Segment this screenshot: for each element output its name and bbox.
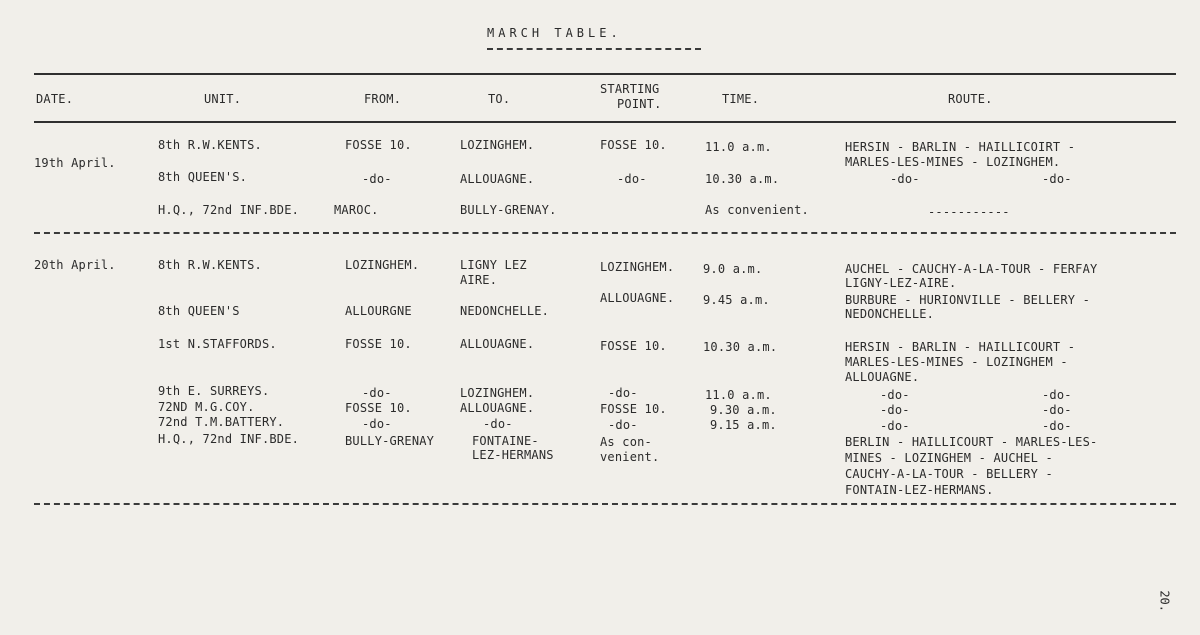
day2-row1-unit: 8th R.W.KENTS. (158, 258, 262, 272)
day2-row1-route-2: LIGNY-LEZ-AIRE. (845, 276, 957, 290)
day1-row2-route-1: -do- (890, 172, 920, 186)
day1-date: 19th April. (34, 156, 116, 170)
header-time: TIME. (722, 92, 760, 106)
day1-row2-route-2: -do- (1042, 172, 1072, 186)
day1-row1-unit: 8th R.W.KENTS. (158, 138, 262, 152)
header-to: TO. (488, 92, 511, 106)
day2-row4-to: LOZINGHEM. (460, 386, 535, 400)
day2-row3-route-2: MARLES-LES-MINES - LOZINGHEM - (845, 355, 1068, 369)
day2-row6-route-1: -do- (880, 419, 910, 433)
day2-row5-start: FOSSE 10. (600, 402, 667, 416)
header-date: DATE. (36, 92, 74, 106)
day1-row3-from: MAROC. (334, 203, 379, 217)
day2-row4-time: 11.0 a.m. (705, 388, 772, 402)
day2-row5-unit: 72ND M.G.COY. (158, 400, 255, 414)
day2-row1-to-2: AIRE. (460, 273, 498, 287)
page-number: 20. (1158, 590, 1172, 612)
day1-row1-to: LOZINGHEM. (460, 138, 535, 152)
day2-row4-route-2: -do- (1042, 388, 1072, 402)
day2-row3-to: ALLOUAGNE. (460, 337, 535, 351)
day2-row1-to-1: LIGNY LEZ (460, 258, 527, 272)
day2-row6-from: -do- (362, 417, 392, 431)
day2-row7-unit: H.Q., 72nd INF.BDE. (158, 432, 300, 446)
day2-row4-route-1: -do- (880, 388, 910, 402)
day1-row2-to: ALLOUAGNE. (460, 172, 535, 186)
page-title: MARCH TABLE. (487, 26, 622, 40)
day2-row3-from: FOSSE 10. (345, 337, 412, 351)
day2-row2-route-2: NEDONCHELLE. (845, 307, 935, 321)
day2-row7-to-2: LEZ-HERMANS (472, 448, 554, 462)
day2-row2-route-1: BURBURE - HURIONVILLE - BELLERY - (845, 293, 1091, 307)
top-rule (34, 73, 1176, 75)
day2-row4-from: -do- (362, 386, 392, 400)
day2-row6-start: -do- (608, 418, 638, 432)
day1-row3-to: BULLY-GRENAY. (460, 203, 557, 217)
day2-row5-from: FOSSE 10. (345, 401, 412, 415)
day1-row2-start: -do- (617, 172, 647, 186)
day2-row6-time: 9.15 a.m. (710, 418, 777, 432)
day2-row7-route-1: BERLIN - HAILLICOURT - MARLES-LES- (845, 435, 1098, 449)
header-rule (34, 121, 1176, 123)
day2-row2-unit: 8th QUEEN'S (158, 304, 240, 318)
day1-row1-time: 11.0 a.m. (705, 140, 772, 154)
header-route: ROUTE. (948, 92, 993, 106)
day2-row7-from: BULLY-GRENAY (345, 434, 435, 448)
day2-row7-route-2: MINES - LOZINGHEM - AUCHEL - (845, 451, 1053, 465)
day2-row6-route-2: -do- (1042, 419, 1072, 433)
title-underline (487, 48, 701, 50)
day2-date: 20th April. (34, 258, 116, 272)
day1-row1-route-1: HERSIN - BARLIN - HAILLICOIRT - (845, 140, 1076, 154)
day2-row3-route-3: ALLOUAGNE. (845, 370, 920, 384)
day1-row2-time: 10.30 a.m. (705, 172, 780, 186)
day2-row2-to: NEDONCHELLE. (460, 304, 550, 318)
day2-row5-to: ALLOUAGNE. (460, 401, 535, 415)
day2-row1-from: LOZINGHEM. (345, 258, 420, 272)
day2-row7-to-1: FONTAINE- (472, 434, 539, 448)
header-point: POINT. (617, 97, 662, 111)
day1-row2-from: -do- (362, 172, 392, 186)
header-unit: UNIT. (204, 92, 242, 106)
day2-row3-start: FOSSE 10. (600, 339, 667, 353)
header-from: FROM. (364, 92, 402, 106)
day2-row3-route-1: HERSIN - BARLIN - HAILLICOURT - (845, 340, 1076, 354)
day-separator (34, 232, 1176, 234)
day1-row1-route-2: MARLES-LES-MINES - LOZINGHEM. (845, 155, 1061, 169)
day2-row5-route-2: -do- (1042, 403, 1072, 417)
day2-row3-time: 10.30 a.m. (703, 340, 778, 354)
day2-row2-start: ALLOUAGNE. (600, 291, 675, 305)
day2-row5-route-1: -do- (880, 403, 910, 417)
day2-row7-start-2: venient. (600, 450, 660, 464)
day1-row2-unit: 8th QUEEN'S. (158, 170, 248, 184)
day2-row6-to: -do- (483, 417, 513, 431)
day2-row6-unit: 72nd T.M.BATTERY. (158, 415, 285, 429)
day2-row5-time: 9.30 a.m. (710, 403, 777, 417)
day2-row4-start: -do- (608, 386, 638, 400)
day1-row1-from: FOSSE 10. (345, 138, 412, 152)
day2-row2-from: ALLOURGNE (345, 304, 412, 318)
bottom-rule (34, 503, 1176, 505)
day2-row3-unit: 1st N.STAFFORDS. (158, 337, 277, 351)
day2-row2-time: 9.45 a.m. (703, 293, 770, 307)
day1-row3-route: ----------- (928, 205, 1010, 219)
day2-row7-start-1: As con- (600, 435, 652, 449)
day2-row4-unit: 9th E. SURREYS. (158, 384, 270, 398)
day2-row1-time: 9.0 a.m. (703, 262, 763, 276)
day2-row7-route-3: CAUCHY-A-LA-TOUR - BELLERY - (845, 467, 1053, 481)
day2-row7-route-4: FONTAIN-LEZ-HERMANS. (845, 483, 994, 497)
day2-row1-route-1: AUCHEL - CAUCHY-A-LA-TOUR - FERFAY (845, 262, 1098, 276)
day2-row1-start: LOZINGHEM. (600, 260, 675, 274)
day1-row3-unit: H.Q., 72nd INF.BDE. (158, 203, 300, 217)
header-starting: STARTING (600, 82, 660, 96)
day1-row1-start: FOSSE 10. (600, 138, 667, 152)
day1-row3-time: As convenient. (705, 203, 809, 217)
